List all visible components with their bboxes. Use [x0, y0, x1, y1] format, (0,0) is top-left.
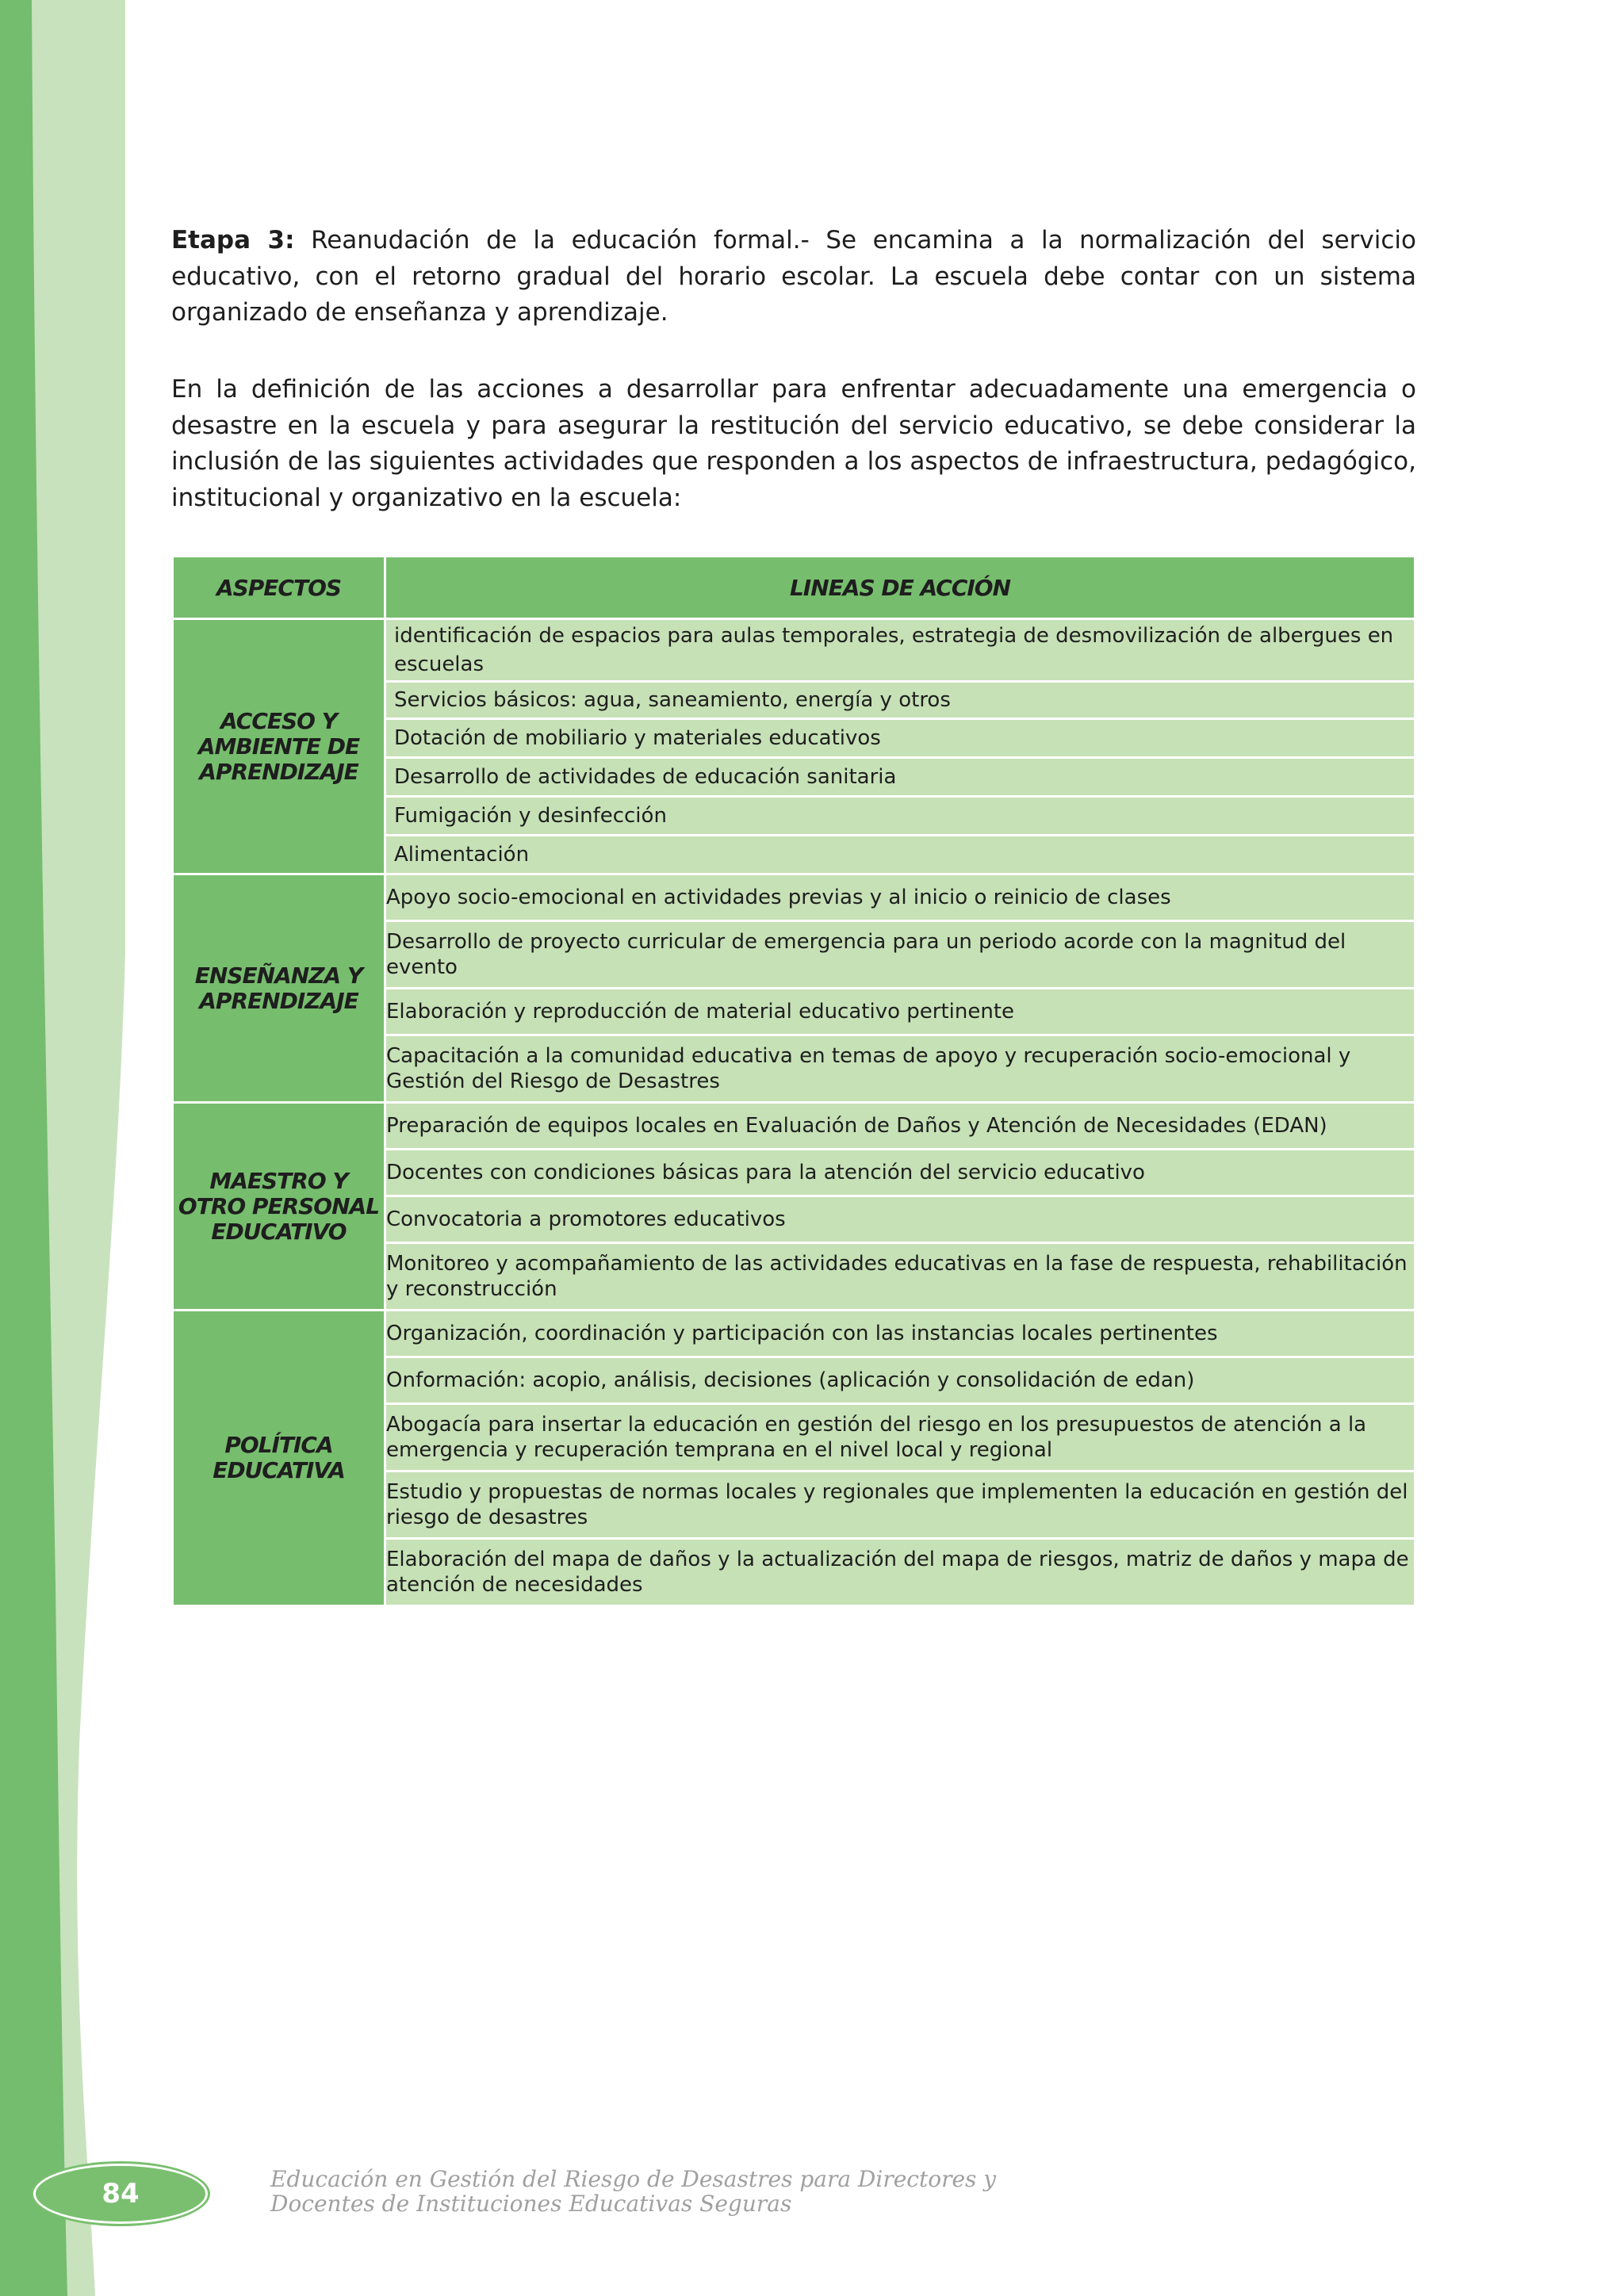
table-row	[173, 619, 1415, 682]
table-row	[173, 1103, 1415, 1150]
aspect-cell: ACCESO Y AMBIENTE DE APRENDIZAJE	[173, 619, 385, 874]
action-cell: Monitoreo y acompañamiento de las actividades educativas en la fase de respuesta, rehabilitación y reconstrucción	[385, 1243, 1415, 1311]
action-cell: Docentes con condiciones básicas para la atención del servicio educativo	[385, 1150, 1415, 1196]
action-cell: Desarrollo de proyecto curricular de emergencia para un periodo acorde con la magnitud del evento	[385, 921, 1415, 989]
action-cell: Onformación: acopio, análisis, decisiones (aplicación y consolidación de edan)	[385, 1357, 1415, 1404]
sidebar-wave-decoration	[0, 0, 127, 2296]
page-number-badge: 84	[33, 2164, 208, 2224]
action-cell: Alimentación	[385, 836, 1415, 874]
aspect-cell: MAESTRO Y OTRO PERSONAL EDUCATIVO	[173, 1103, 385, 1311]
action-cell: Preparación de equipos locales en Evaluación de Daños y Atención de Necesidades (EDAN)	[385, 1103, 1415, 1150]
table-row	[173, 874, 1415, 921]
aspects-actions-table	[171, 555, 1416, 1607]
table-header-row	[173, 557, 1415, 619]
column-header-actions: LINEAS DE ACCIÓN	[385, 557, 1415, 619]
actions-intro-paragraph: En la definición de las acciones a desarrollar para enfrentar adecuadamente una emergencia o desastre en la escuela y para asegurar la restitución del servicio educativo, se debe considerar la inclusión de las siguientes actividades que responden a los aspectos de infraestructura, pedagógico, institucional y organizativo en la escuela:	[171, 375, 1416, 512]
footer-line-2: Docentes de Instituciones Educativas Seguras	[270, 2191, 792, 2217]
action-cell: Apoyo socio-emocional en actividades previas y al inicio o reinicio de clases	[385, 874, 1415, 921]
action-cell: Fumigación y desinfección	[385, 797, 1415, 836]
action-cell: Elaboración y reproducción de material educativo pertinente	[385, 989, 1415, 1035]
stage-label: Etapa 3:	[171, 226, 295, 254]
stage-paragraph	[171, 223, 1416, 331]
table-body	[173, 619, 1415, 1606]
action-cell: Capacitación a la comunidad educativa en temas de apoyo y recuperación socio-emocional y Gestión del Riesgo de Desastres	[385, 1035, 1415, 1103]
action-cell: Servicios básicos: agua, saneamiento, energía y otros	[385, 682, 1415, 719]
table-row	[173, 1311, 1415, 1357]
footer-title	[270, 2167, 996, 2216]
action-cell: Estudio y propuestas de normas locales y regionales que implementen la educación en gestión del riesgo de desastres	[385, 1471, 1415, 1539]
aspect-cell: POLÍTICA EDUCATIVA	[173, 1311, 385, 1606]
action-cell: Dotación de mobiliario y materiales educativos	[385, 719, 1415, 758]
aspect-cell: ENSEÑANZA Y APRENDIZAJE	[173, 874, 385, 1103]
footer-line-1: Educación en Gestión del Riesgo de Desastres para Directores y	[270, 2166, 997, 2192]
action-cell: Abogacía para insertar la educación en gestión del riesgo en los presupuestos de atención a la emergencia y recuperación temprana en el nivel local y regional	[385, 1404, 1415, 1471]
action-cell: identificación de espacios para aulas temporales, estrategia de desmovilización de albergues en escuelas	[385, 619, 1415, 682]
action-cell: Convocatoria a promotores educativos	[385, 1196, 1415, 1243]
action-cell: Organización, coordinación y participación con las instancias locales pertinentes	[385, 1311, 1415, 1357]
column-header-aspects: ASPECTOS	[173, 557, 385, 619]
stage-description: Reanudación de la educación formal.- Se encamina a la normalización del servicio educativo, con el retorno gradual del horario escolar. La escuela debe contar con un sistema organizado de enseñanza y aprendizaje.	[171, 226, 1416, 327]
action-cell: Elaboración del mapa de daños y la actualización del mapa de riesgos, matriz de daños y mapa de atención de necesidades	[385, 1539, 1415, 1606]
action-cell: Desarrollo de actividades de educación sanitaria	[385, 758, 1415, 797]
